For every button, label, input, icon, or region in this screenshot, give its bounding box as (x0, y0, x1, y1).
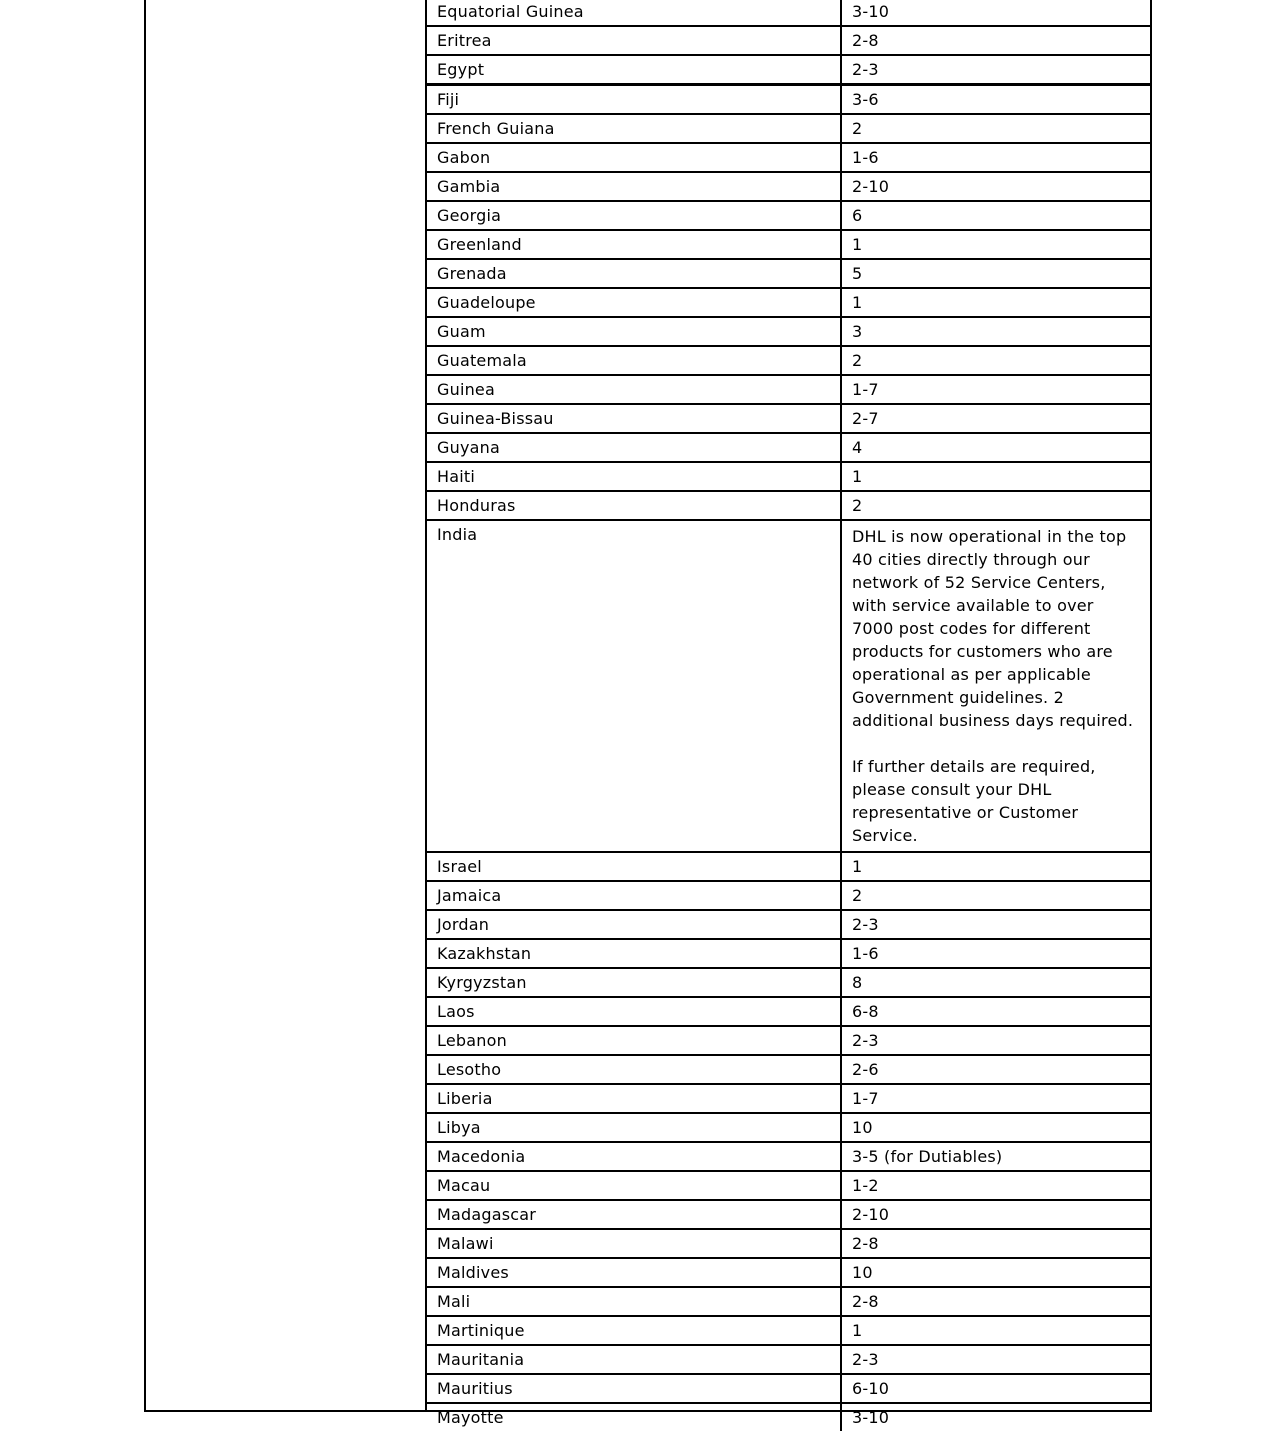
table-row (427, 997, 1150, 1026)
table-row (427, 1258, 1150, 1287)
transit-days-cell: 2-3 (841, 1026, 1150, 1055)
country-cell: Georgia (427, 201, 841, 230)
table-row (427, 201, 1150, 230)
table-row (427, 230, 1150, 259)
transit-days-cell: 2-7 (841, 404, 1150, 433)
table-row (427, 1374, 1150, 1403)
country-cell: Guyana (427, 433, 841, 462)
table-row (427, 491, 1150, 520)
transit-days-cell: 2-6 (841, 1055, 1150, 1084)
table-row (427, 375, 1150, 404)
transit-days-cell: 4 (841, 433, 1150, 462)
transit-days-cell: DHL is now operational in the top 40 cities directly through our network of 52 Service Centers, with service available to over 7000 post codes for different products for customers who are operational as per applicable Government guidelines. 2 additional business days required. If further details are required, please consult your DHL representative or Customer Service. (841, 520, 1150, 852)
transit-days-cell: 5 (841, 259, 1150, 288)
table-area (427, 0, 1150, 1431)
table-row (427, 317, 1150, 346)
country-cell: Guinea-Bissau (427, 404, 841, 433)
table-row (427, 1403, 1150, 1431)
transit-days-cell: 6 (841, 201, 1150, 230)
table-row (427, 910, 1150, 939)
table-row (427, 1142, 1150, 1171)
transit-days-cell: 1 (841, 1316, 1150, 1345)
country-cell: Honduras (427, 491, 841, 520)
country-cell: Mali (427, 1287, 841, 1316)
transit-days-cell: 2-10 (841, 172, 1150, 201)
table-row (427, 1229, 1150, 1258)
table-row (427, 1200, 1150, 1229)
table-row (427, 55, 1150, 85)
country-cell: French Guiana (427, 114, 841, 143)
transit-days-cell: 6-8 (841, 997, 1150, 1026)
transit-days-cell: 1 (841, 288, 1150, 317)
transit-days-cell: 3-5 (for Dutiables) (841, 1142, 1150, 1171)
transit-days-cell: 8 (841, 968, 1150, 997)
table-row (427, 26, 1150, 55)
country-cell: Mauritius (427, 1374, 841, 1403)
table-row (427, 0, 1150, 26)
transit-days-cell: 2-8 (841, 26, 1150, 55)
country-cell: Jordan (427, 910, 841, 939)
table-row (427, 1113, 1150, 1142)
country-transit-table (427, 0, 1150, 1431)
table-row (427, 346, 1150, 375)
country-cell: Kazakhstan (427, 939, 841, 968)
country-cell: Kyrgyzstan (427, 968, 841, 997)
transit-days-cell: 1-7 (841, 1084, 1150, 1113)
country-cell: Macau (427, 1171, 841, 1200)
table-row (427, 433, 1150, 462)
transit-days-cell: 2 (841, 114, 1150, 143)
table-row (427, 85, 1150, 115)
transit-days-cell: 1-7 (841, 375, 1150, 404)
country-cell: Liberia (427, 1084, 841, 1113)
table-body (427, 0, 1150, 1431)
country-cell: Guinea (427, 375, 841, 404)
transit-days-cell: 2-8 (841, 1287, 1150, 1316)
table-row (427, 404, 1150, 433)
country-cell: Lebanon (427, 1026, 841, 1055)
country-cell: India (427, 520, 841, 852)
country-cell: Mauritania (427, 1345, 841, 1374)
page-frame (144, 0, 1152, 1427)
table-row (427, 881, 1150, 910)
table-row (427, 939, 1150, 968)
transit-days-cell: 2 (841, 491, 1150, 520)
transit-days-cell: 2 (841, 881, 1150, 910)
table-row (427, 1084, 1150, 1113)
transit-days-cell: 1 (841, 230, 1150, 259)
table-row (427, 1345, 1150, 1374)
country-cell: Libya (427, 1113, 841, 1142)
table-row (427, 1055, 1150, 1084)
transit-days-cell: 2-8 (841, 1229, 1150, 1258)
country-cell: Mayotte (427, 1403, 841, 1431)
table-row (427, 143, 1150, 172)
transit-days-cell: 1-6 (841, 143, 1150, 172)
country-cell: Guadeloupe (427, 288, 841, 317)
country-cell: Laos (427, 997, 841, 1026)
table-row (427, 852, 1150, 881)
country-cell: Guam (427, 317, 841, 346)
table-row (427, 462, 1150, 491)
country-cell: Fiji (427, 85, 841, 115)
transit-days-cell: 3-6 (841, 85, 1150, 115)
transit-days-cell: 6-10 (841, 1374, 1150, 1403)
transit-days-cell: 2-3 (841, 1345, 1150, 1374)
country-cell: Gabon (427, 143, 841, 172)
country-cell: Greenland (427, 230, 841, 259)
transit-days-cell: 2-3 (841, 910, 1150, 939)
country-cell: Eritrea (427, 26, 841, 55)
country-cell: Israel (427, 852, 841, 881)
country-cell: Grenada (427, 259, 841, 288)
table-row (427, 1026, 1150, 1055)
table-row (427, 288, 1150, 317)
transit-days-cell: 1-2 (841, 1171, 1150, 1200)
country-cell: Egypt (427, 55, 841, 85)
left-blank-column (146, 0, 427, 1410)
table-row (427, 520, 1150, 852)
country-cell: Madagascar (427, 1200, 841, 1229)
table-row (427, 1316, 1150, 1345)
table-row (427, 114, 1150, 143)
country-cell: Macedonia (427, 1142, 841, 1171)
country-cell: Lesotho (427, 1055, 841, 1084)
table-row (427, 1171, 1150, 1200)
transit-days-cell: 2 (841, 346, 1150, 375)
transit-days-cell: 3 (841, 317, 1150, 346)
table-row (427, 1287, 1150, 1316)
country-cell: Equatorial Guinea (427, 0, 841, 26)
table-row (427, 259, 1150, 288)
table-row (427, 968, 1150, 997)
table-row (427, 172, 1150, 201)
transit-days-cell: 10 (841, 1113, 1150, 1142)
country-cell: Malawi (427, 1229, 841, 1258)
transit-days-cell: 2-3 (841, 55, 1150, 85)
country-cell: Martinique (427, 1316, 841, 1345)
transit-days-cell: 1 (841, 852, 1150, 881)
country-cell: Haiti (427, 462, 841, 491)
country-cell: Gambia (427, 172, 841, 201)
transit-days-cell: 3-10 (841, 1403, 1150, 1431)
country-cell: Guatemala (427, 346, 841, 375)
country-cell: Jamaica (427, 881, 841, 910)
transit-days-cell: 1 (841, 462, 1150, 491)
transit-days-cell: 10 (841, 1258, 1150, 1287)
country-cell: Maldives (427, 1258, 841, 1287)
transit-days-cell: 2-10 (841, 1200, 1150, 1229)
transit-days-cell: 3-10 (841, 0, 1150, 26)
transit-days-cell: 1-6 (841, 939, 1150, 968)
